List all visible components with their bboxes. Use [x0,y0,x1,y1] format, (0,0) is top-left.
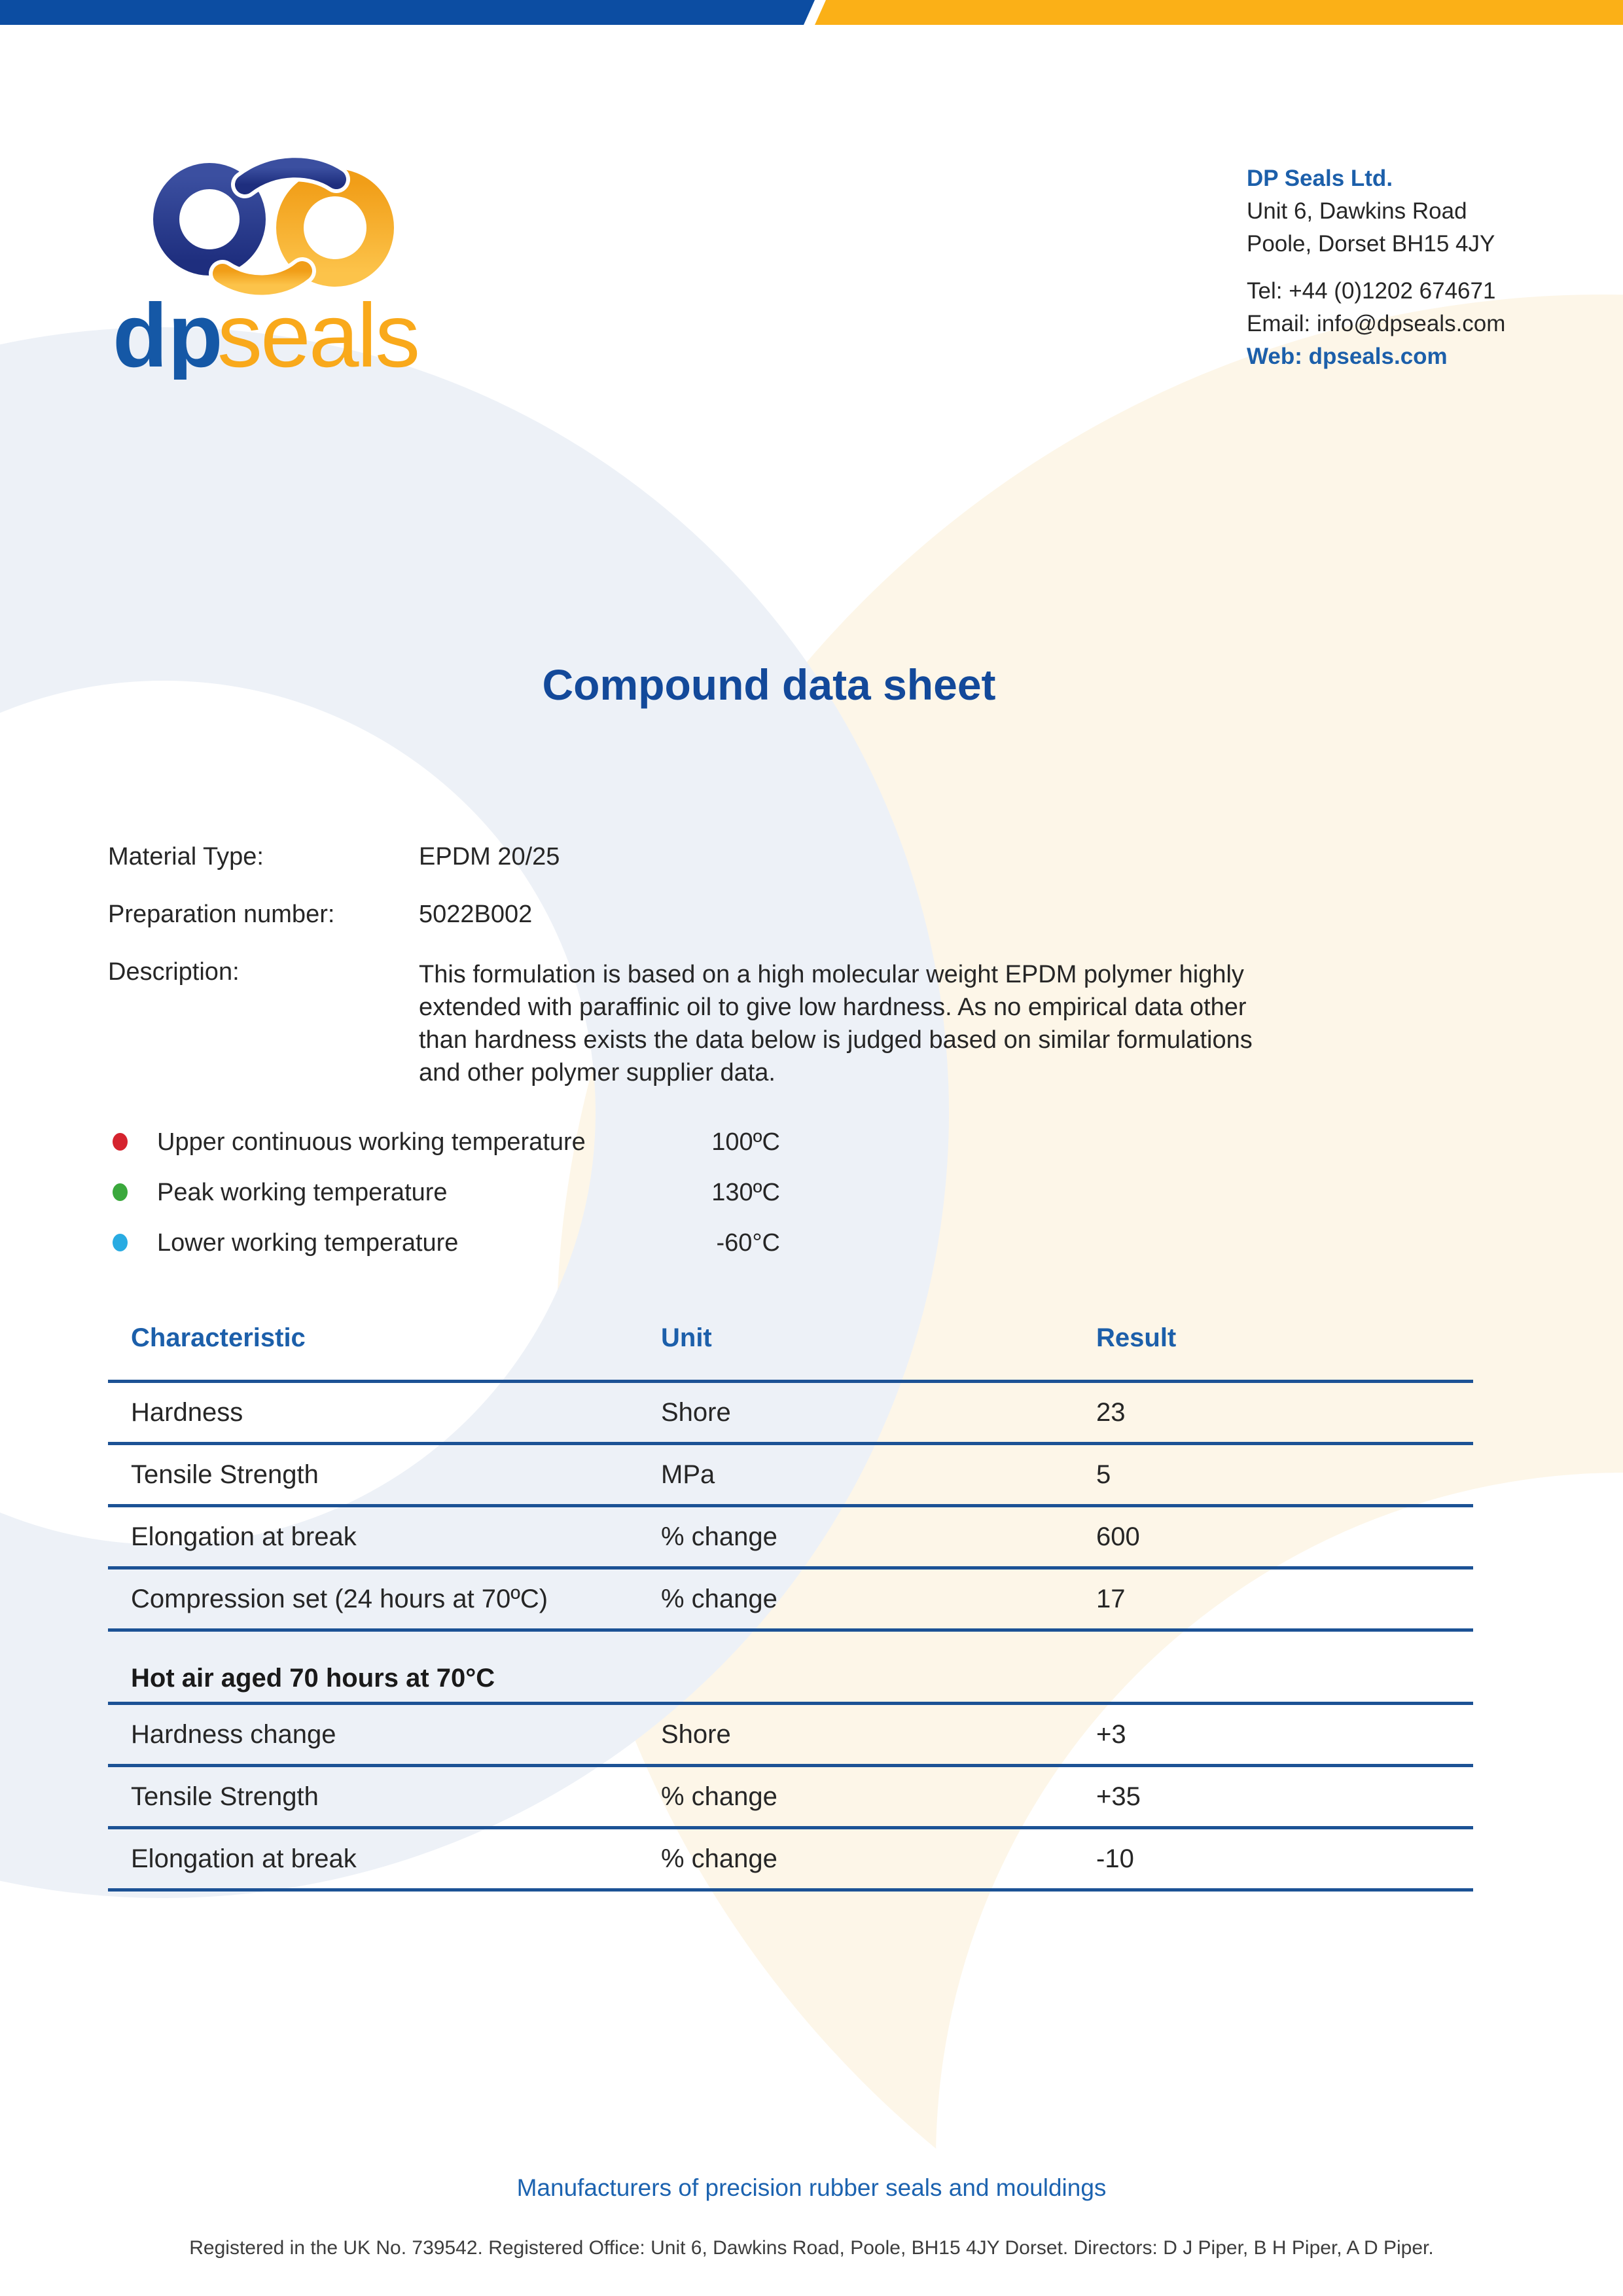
header-unit: Unit [661,1323,712,1352]
temperature-item [113,1128,780,1160]
table-divider [108,1380,1473,1383]
table-divider [108,1566,1473,1570]
table-row [108,1460,1473,1492]
cell-result: 23 [1096,1398,1126,1427]
dp-seals-logo [111,157,438,380]
cell-characteristic: Elongation at break [131,1522,357,1551]
cell-result: +3 [1096,1720,1126,1749]
table-row [108,1522,1473,1554]
cell-unit: % change [661,1782,777,1811]
address-line-2: Poole, Dorset BH15 4JY [1247,231,1495,257]
company-name: DP Seals Ltd. [1247,166,1393,191]
table-divider [108,1764,1473,1767]
temperature-label: Lower working temperature [157,1229,459,1257]
cyan-bullet-icon [113,1234,128,1251]
email-line: Email: info@dpseals.com [1247,311,1506,336]
cell-characteristic: Tensile Strength [131,1782,319,1811]
contact-block [1247,162,1505,373]
temperature-value: -60°C [716,1229,780,1257]
cell-result: 5 [1096,1460,1111,1489]
cell-characteristic: Compression set (24 hours at 70ºC) [131,1585,548,1613]
phone-line: Tel: +44 (0)1202 674671 [1247,278,1496,304]
table-divider [108,1504,1473,1507]
cell-unit: % change [661,1585,777,1613]
page-title: Compound data sheet [542,660,996,709]
table-divider [108,1442,1473,1445]
table-divider [108,1628,1473,1632]
description-value: This formulation is based on a high molecular weight EPDM polymer highly extended with paraffinic oil to give low hardness. As no empirical data other than hardness exists the data below is judged based on similar formulations and other polymer supplier data. [419,961,1253,1086]
table-divider [108,1888,1473,1892]
table-divider [108,1826,1473,1829]
cell-result: 600 [1096,1522,1140,1551]
temperature-value: 130ºC [711,1179,780,1206]
cell-unit: % change [661,1844,777,1873]
logo-text-dp: dp [113,285,223,380]
spacer [1247,260,1505,275]
material-type-label: Material Type: [108,843,264,870]
table-row [108,1585,1473,1616]
cell-characteristic: Tensile Strength [131,1460,319,1489]
top-color-bar [0,0,1623,25]
cell-unit: % change [661,1522,777,1551]
cell-result: 17 [1096,1585,1126,1613]
material-type-value: EPDM 20/25 [419,843,560,870]
description-label: Description: [108,958,240,986]
logo-text-seals: seals [217,285,419,380]
green-bullet-icon [113,1183,128,1201]
web-line: Web: dpseals.com [1247,344,1448,369]
table-row [108,1398,1473,1429]
cell-characteristic: Hardness [131,1398,243,1427]
dp-seals-logo-mark [111,157,438,380]
cell-unit: MPa [661,1460,715,1489]
table-row [108,1844,1473,1876]
cell-characteristic: Hardness change [131,1720,336,1749]
red-bullet-icon [113,1133,128,1151]
temperature-label: Peak working temperature [157,1179,448,1206]
header-result: Result [1096,1323,1177,1352]
table-header-row [108,1323,1473,1355]
logo-blue-tail [245,168,336,185]
preparation-number-value: 5022B002 [419,901,533,928]
preparation-number-label: Preparation number: [108,901,335,928]
cell-characteristic: Elongation at break [131,1844,357,1873]
footer-tagline: Manufacturers of precision rubber seals and mouldings [516,2174,1107,2201]
temperature-label: Upper continuous working temperature [157,1128,586,1156]
table-row [108,1720,1473,1751]
address-line-1: Unit 6, Dawkins Road [1247,198,1467,224]
temperature-value: 100ºC [711,1128,780,1156]
temperature-item [113,1179,780,1210]
cell-unit: Shore [661,1720,731,1749]
table-row [108,1782,1473,1814]
temperature-item [113,1229,780,1261]
cell-unit: Shore [661,1398,731,1427]
cell-result: +35 [1096,1782,1141,1811]
footer-registered-line: Registered in the UK No. 739542. Registered Office: Unit 6, Dawkins Road, Poole, BH15 4JY Dorset. Directors: D J Piper, B H Piper, A D Piper. [189,2237,1434,2259]
cell-result: -10 [1096,1844,1134,1873]
header-characteristic: Characteristic [131,1323,306,1352]
section-title: Hot air aged 70 hours at 70°C [131,1664,495,1693]
table-divider [108,1702,1473,1705]
